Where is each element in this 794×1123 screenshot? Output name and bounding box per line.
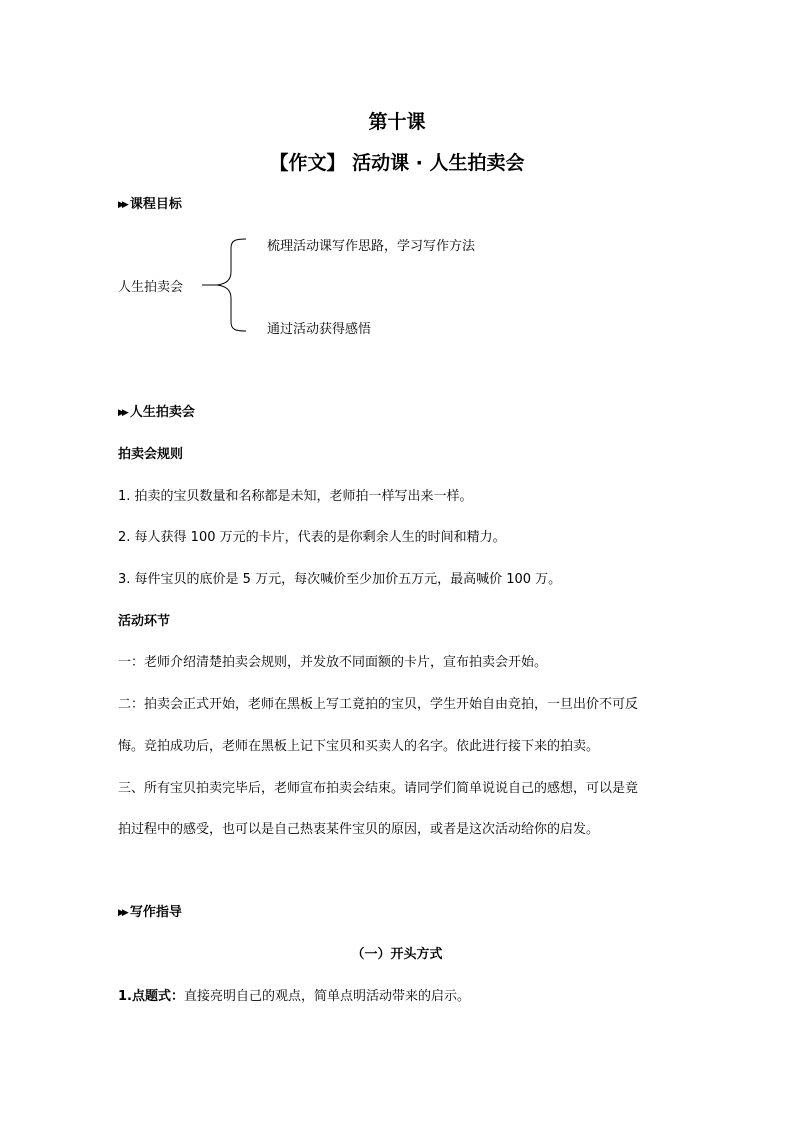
section-heading-label: 课程目标 <box>129 197 182 212</box>
section-heading-writing <box>118 901 182 920</box>
curly-brace-icon <box>200 236 260 336</box>
lesson-title: 第十课 <box>368 111 426 133</box>
section-heading-label: 写作指导 <box>129 905 182 920</box>
double-arrow-icon: ▶▶ <box>118 200 126 210</box>
section-heading-objectives <box>118 193 182 212</box>
step-line: 拍过程中的感受，也可以是自己热衷某件宝贝的原因，或者是这次活动给你的启发。 <box>118 822 600 837</box>
subsection-heading: （一）开头方式 <box>351 947 443 962</box>
section-heading-auction <box>118 401 195 420</box>
writing-item-text: 直接亮明自己的观点，简单点明活动带来的启示。 <box>183 989 470 1004</box>
step-line: 悔。竞拍成功后，老师在黑板上记下宝贝和买卖人的名字。依此进行接下来的拍卖。 <box>118 739 600 754</box>
step-line: 一：老师介绍清楚拍卖会规则，并发放不同面额的卡片，宣布拍卖会开始。 <box>118 655 548 670</box>
mindmap-root: 人生拍卖会 <box>118 280 184 295</box>
writing-item <box>118 985 470 1004</box>
section-heading-label: 人生拍卖会 <box>129 405 195 420</box>
double-arrow-icon: ▶▶ <box>118 408 126 418</box>
step-line: 三、所有宝贝拍卖完毕后，老师宣布拍卖会结束。请同学们简单说说自己的感想，可以是竟 <box>118 781 639 796</box>
rule-item: 3. 每件宝贝的底价是 5 万元，每次喊价至少加价五万元，最高喊价 100 万。 <box>118 572 562 587</box>
rule-item: 1. 拍卖的宝贝数量和名称都是未知，老师拍一样写出来一样。 <box>118 489 473 504</box>
mindmap-branch: 梳理活动课写作思路，学习写作方法 <box>267 239 476 254</box>
lesson-subtitle: 【作文】 活动课 · 人生拍卖会 <box>269 152 525 174</box>
mindmap-branch: 通过活动获得感悟 <box>267 322 372 337</box>
step-line: 二：拍卖会正式开始，老师在黑板上写工竟拍的宝贝，学生开始自由竞拍，一旦出价不可反 <box>118 697 639 712</box>
writing-item-label: 1.点题式： <box>118 989 184 1004</box>
double-arrow-icon: ▶▶ <box>118 908 126 918</box>
rules-heading: 拍卖会规则 <box>118 447 184 462</box>
steps-heading: 活动环节 <box>118 614 171 629</box>
rule-item: 2. 每人获得 100 万元的卡片，代表的是你剩余人生的时间和精力。 <box>118 530 506 545</box>
